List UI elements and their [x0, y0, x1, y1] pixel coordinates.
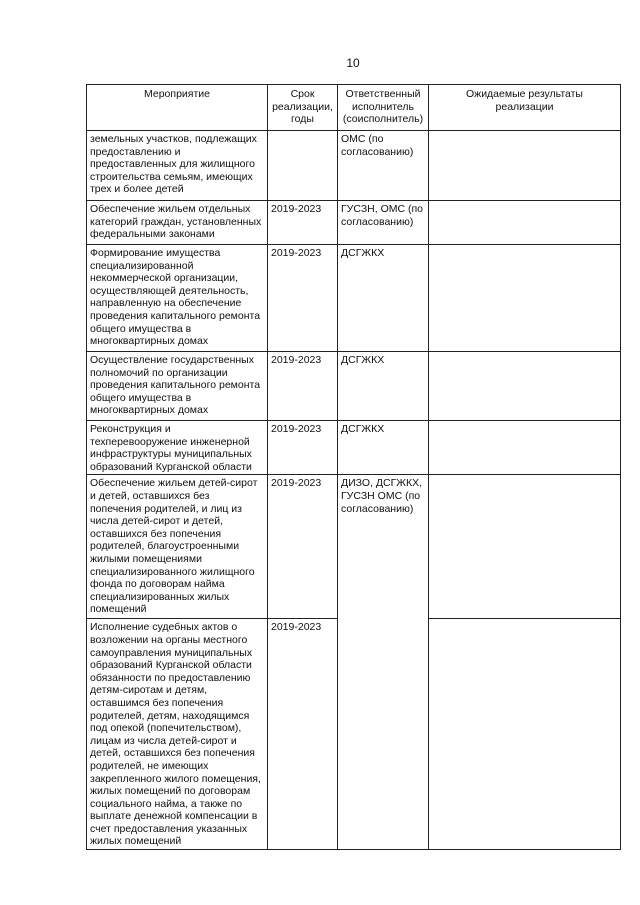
table-row [87, 352, 621, 421]
header-event: Мероприятие [87, 85, 268, 131]
table-row [87, 475, 621, 619]
table-row [87, 131, 621, 201]
row-results [429, 201, 621, 245]
row-term [268, 131, 338, 201]
row-event: Реконструкция и техперевооружение инженерной инфраструктуры муниципальных образований Курганской области [87, 421, 268, 475]
row-event: Формирование имущества специализированной некоммерческой организации, осуществляющей деятельность, направленную на обеспечение проведения капитального ремонта общего имущества в многоквартирных домах [87, 245, 268, 352]
table-row [87, 619, 621, 850]
row-term: 2019-2023 [268, 245, 338, 352]
row-term: 2019-2023 [268, 619, 338, 850]
header-results: Ожидаемые результаты реализации [429, 85, 621, 131]
header-executor: Ответственный исполнитель (соисполнитель) [338, 85, 429, 131]
row-results [429, 619, 621, 850]
header-term: Срок реализации, годы [268, 85, 338, 131]
row-term: 2019-2023 [268, 201, 338, 245]
program-table [86, 84, 621, 850]
row-executor: ДСГЖКХ [338, 352, 429, 421]
row-term: 2019-2023 [268, 475, 338, 619]
row-results [429, 421, 621, 475]
row-event: Исполнение судебных актов о возложении на органы местного самоуправления муниципальных образований Курганской области обязанности по предоставлению детям-сиротам и детям, оставшимся без попечения родителей, детям, находящимся под опекой (попечительством), лицам из числа детей-сирот и детей, оставшихся без попечения родителей, не имеющих закрепленного жилого помещения, жилых помещений по договорам социального найма, а также по выплате денежной компенсации в счет предоставления указанных жилых помещений [87, 619, 268, 850]
page-number: 10 [346, 56, 360, 70]
row-results [429, 131, 621, 201]
row-term: 2019-2023 [268, 352, 338, 421]
table-row [87, 421, 621, 475]
row-results [429, 352, 621, 421]
row-executor: ДИЗО, ДСГЖКХ, ГУСЗН ОМС (по согласованию) [338, 475, 429, 619]
row-term: 2019-2023 [268, 421, 338, 475]
row-executor: ОМС (по согласованию) [338, 131, 429, 201]
row-event: Обеспечение жильем детей-сирот и детей, оставшихся без попечения родителей, и лиц из числа детей-сирот и детей, оставшихся без попечения родителей, благоустроенными жилыми помещениями специализированного жилищного фонда по договорам найма специализированных жилых помещений [87, 475, 268, 619]
row-executor [338, 619, 429, 850]
row-event: Осуществление государственных полномочий по организации проведения капитального ремонта общего имущества в многоквартирных домах [87, 352, 268, 421]
row-results [429, 245, 621, 352]
table-row [87, 201, 621, 245]
row-executor: ДСГЖКХ [338, 245, 429, 352]
table-row [87, 245, 621, 352]
row-executor: ДСГЖКХ [338, 421, 429, 475]
table-header-row [87, 85, 621, 131]
row-executor: ГУСЗН, ОМС (по согласованию) [338, 201, 429, 245]
row-event: Обеспечение жильем отдельных категорий граждан, установленных федеральными законами [87, 201, 268, 245]
row-results [429, 475, 621, 619]
row-event: земельных участков, подлежащих предоставлению и предоставленных для жилищного строительства семьям, имеющих трех и более детей [87, 131, 268, 201]
